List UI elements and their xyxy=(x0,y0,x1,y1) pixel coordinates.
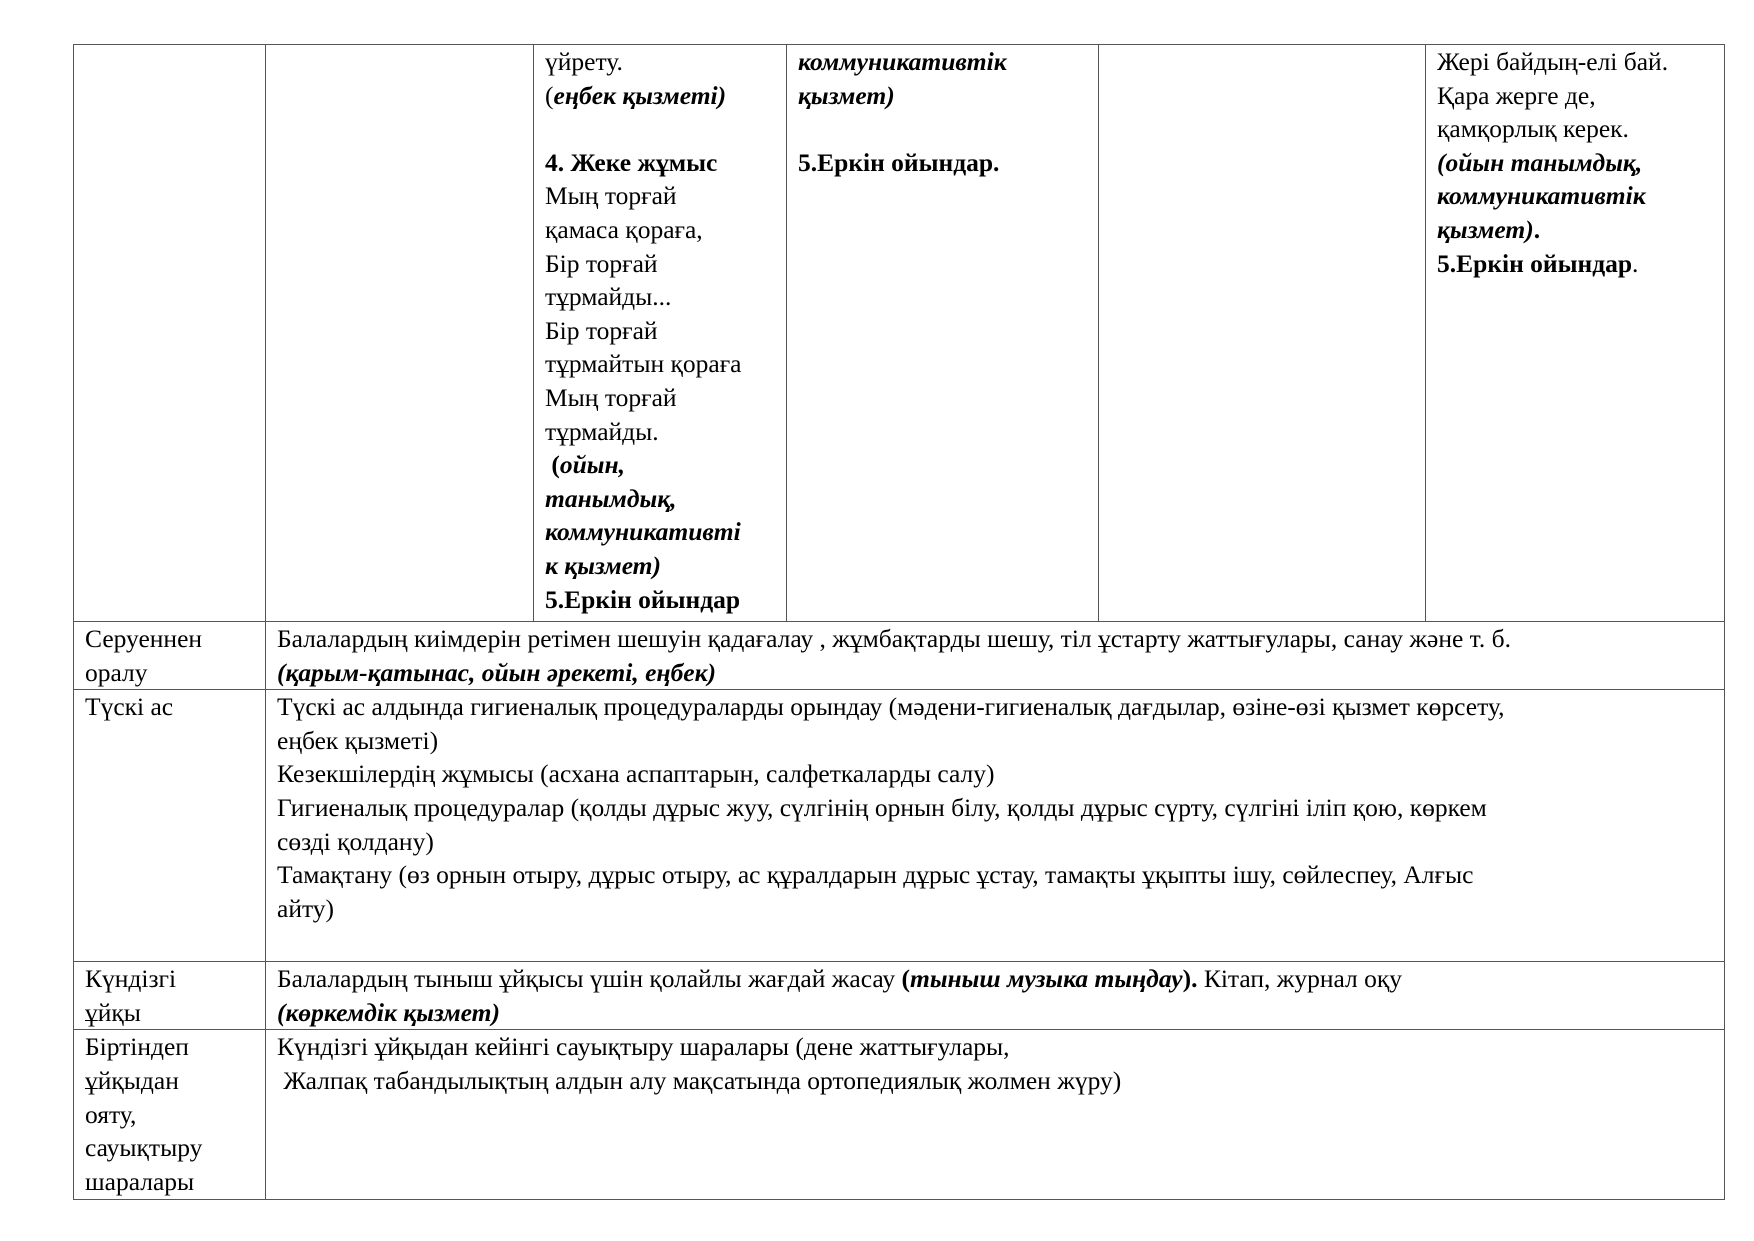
activity-tag xyxy=(1437,213,1713,247)
cell-empty-5 xyxy=(1099,45,1426,622)
content-text: Кітап, журнал оқу xyxy=(1197,964,1403,994)
poem-line: Бір торғай xyxy=(545,248,658,278)
cell-empty-2 xyxy=(266,45,534,622)
row-label-line: Біртіндеп xyxy=(85,1032,189,1062)
free-play-heading: 5.Еркін ойындар xyxy=(1437,248,1633,278)
content-line xyxy=(277,962,1713,996)
daily-plan-table xyxy=(73,44,1725,1200)
tag-text: тыныш музыка тыңдау xyxy=(910,964,1183,994)
text-line: үйрету. xyxy=(545,47,623,76)
poem-line: тұрмайды. xyxy=(545,416,659,446)
table-row-day-sleep xyxy=(74,962,1725,1030)
tag-text: к қызмет) xyxy=(545,550,662,580)
table-row-lunch xyxy=(74,690,1725,962)
free-play-heading: 5.Еркін ойындар xyxy=(545,584,741,614)
tag-text: коммуникативті xyxy=(545,517,741,547)
content-text: Балалардың тыныш ұйқысы үшін қолайлы жағдай жасау xyxy=(277,964,902,994)
tag-text: қызмет) xyxy=(798,80,895,110)
text-line: Жері байдың-елі бай. xyxy=(1437,47,1669,76)
text-line: қамқорлық керек. xyxy=(1437,114,1629,144)
free-play-line xyxy=(1437,247,1713,281)
activity-tag xyxy=(545,448,775,482)
cell-proverb xyxy=(1426,45,1725,622)
poem-line: Мың торғай xyxy=(545,382,677,412)
cell-individual-work xyxy=(534,45,787,622)
free-play-heading: 5.Еркін ойындар. xyxy=(798,147,1000,177)
row-content xyxy=(266,1030,1725,1200)
content-line: айту) xyxy=(277,893,335,923)
row-label-line: Күндізгі xyxy=(85,964,177,994)
cell-empty-1 xyxy=(74,45,266,622)
activity-tag: (көркемдік қызмет) xyxy=(277,997,500,1027)
row-label xyxy=(74,622,266,690)
row-label-line: ұйқыдан xyxy=(85,1065,179,1095)
tag-open: ( xyxy=(901,964,910,994)
content-line: Тамақтану (өз орнын отыру, дұрыс отыру, ас құралдарын дұрыс ұстау, тамақты ұқыпты ішу, сөйлеспеу, Алғыс xyxy=(277,860,1474,890)
free-play-end: . xyxy=(1632,248,1639,278)
spacer xyxy=(798,112,1087,146)
tag-close: ). xyxy=(1182,964,1198,994)
activity-tag: (қарым-қатынас, ойын әрекеті, еңбек) xyxy=(277,657,717,687)
tag-end: . xyxy=(1533,214,1541,244)
tag-open: ( xyxy=(545,80,554,110)
section-heading: 4. Жеке жұмыс xyxy=(545,147,718,177)
row-label xyxy=(74,690,266,962)
poem-line: қамаса қораға, xyxy=(545,214,703,244)
content-line: Гигиеналық процедуралар (қолды дұрыс жуу, сүлгінің орнын білу, қолды дұрыс сүрту, сүлгіні іліп қою, көркем xyxy=(277,792,1487,822)
content-line: Түскі ас алдында гигиеналық процедураларды орындау (мәдени-гигиеналық дағдылар, өзіне-өзі қызмет көрсету, xyxy=(277,692,1505,722)
content-line: Жалпақ табандылықтың алдын алу мақсатында ортопедиялық жолмен жүру) xyxy=(277,1065,1122,1095)
row-content xyxy=(266,690,1725,962)
table-row-return-from-walk xyxy=(74,622,1725,690)
table-row-continued xyxy=(74,45,1725,622)
poem-line: Бір торғай xyxy=(545,315,658,345)
table-row-gradual-wake xyxy=(74,1030,1725,1200)
row-label xyxy=(74,1030,266,1200)
document-page xyxy=(73,44,1724,1200)
content-line: Күндізгі ұйқыдан кейінгі сауықтыру шаралары (дене жаттығулары, xyxy=(277,1032,1010,1062)
poem-line: Мың торғай xyxy=(545,181,677,211)
row-label-line: оралу xyxy=(85,657,148,687)
row-label xyxy=(74,962,266,1030)
cell-communicative xyxy=(787,45,1099,622)
row-content xyxy=(266,962,1725,1030)
activity-tag xyxy=(545,79,775,113)
tag-text: коммуникативтік xyxy=(1437,181,1646,211)
content-line: сөзді қолдану) xyxy=(277,826,434,856)
row-content xyxy=(266,622,1725,690)
tag-text: (ойын танымдық, xyxy=(1437,147,1643,177)
row-label-line: сауықтыру xyxy=(85,1133,203,1163)
tag-text: ойын, xyxy=(559,450,626,480)
tag-text: қызмет) xyxy=(1437,214,1534,244)
row-label-line: Түскі ас xyxy=(85,692,174,722)
poem-line: тұрмайтын қораға xyxy=(545,349,742,379)
tag-text: коммуникативтік xyxy=(798,47,1007,76)
content-line: Кезекшілердің жұмысы (асхана аспаптарын, салфеткаларды салу) xyxy=(277,759,995,789)
row-label-line: ұйқы xyxy=(85,997,141,1027)
row-label-line: ояту, xyxy=(85,1099,137,1129)
content-line: Балалардың киімдерін ретімен шешуін қадағалау , жұмбақтарды шешу, тіл ұстарту жаттығулары, санау және т. б. xyxy=(277,624,1511,653)
tag-text: танымдық, xyxy=(545,483,677,513)
content-line: еңбек қызметі) xyxy=(277,725,439,755)
tag-open: ( xyxy=(545,450,560,480)
spacer xyxy=(545,112,775,146)
row-label-line: Серуеннен xyxy=(85,624,203,653)
text-line: Қара жерге де, xyxy=(1437,80,1596,110)
tag-text: еңбек қызметі) xyxy=(553,80,727,110)
row-label-line: шаралары xyxy=(85,1166,195,1196)
poem-line: тұрмайды... xyxy=(545,282,672,312)
